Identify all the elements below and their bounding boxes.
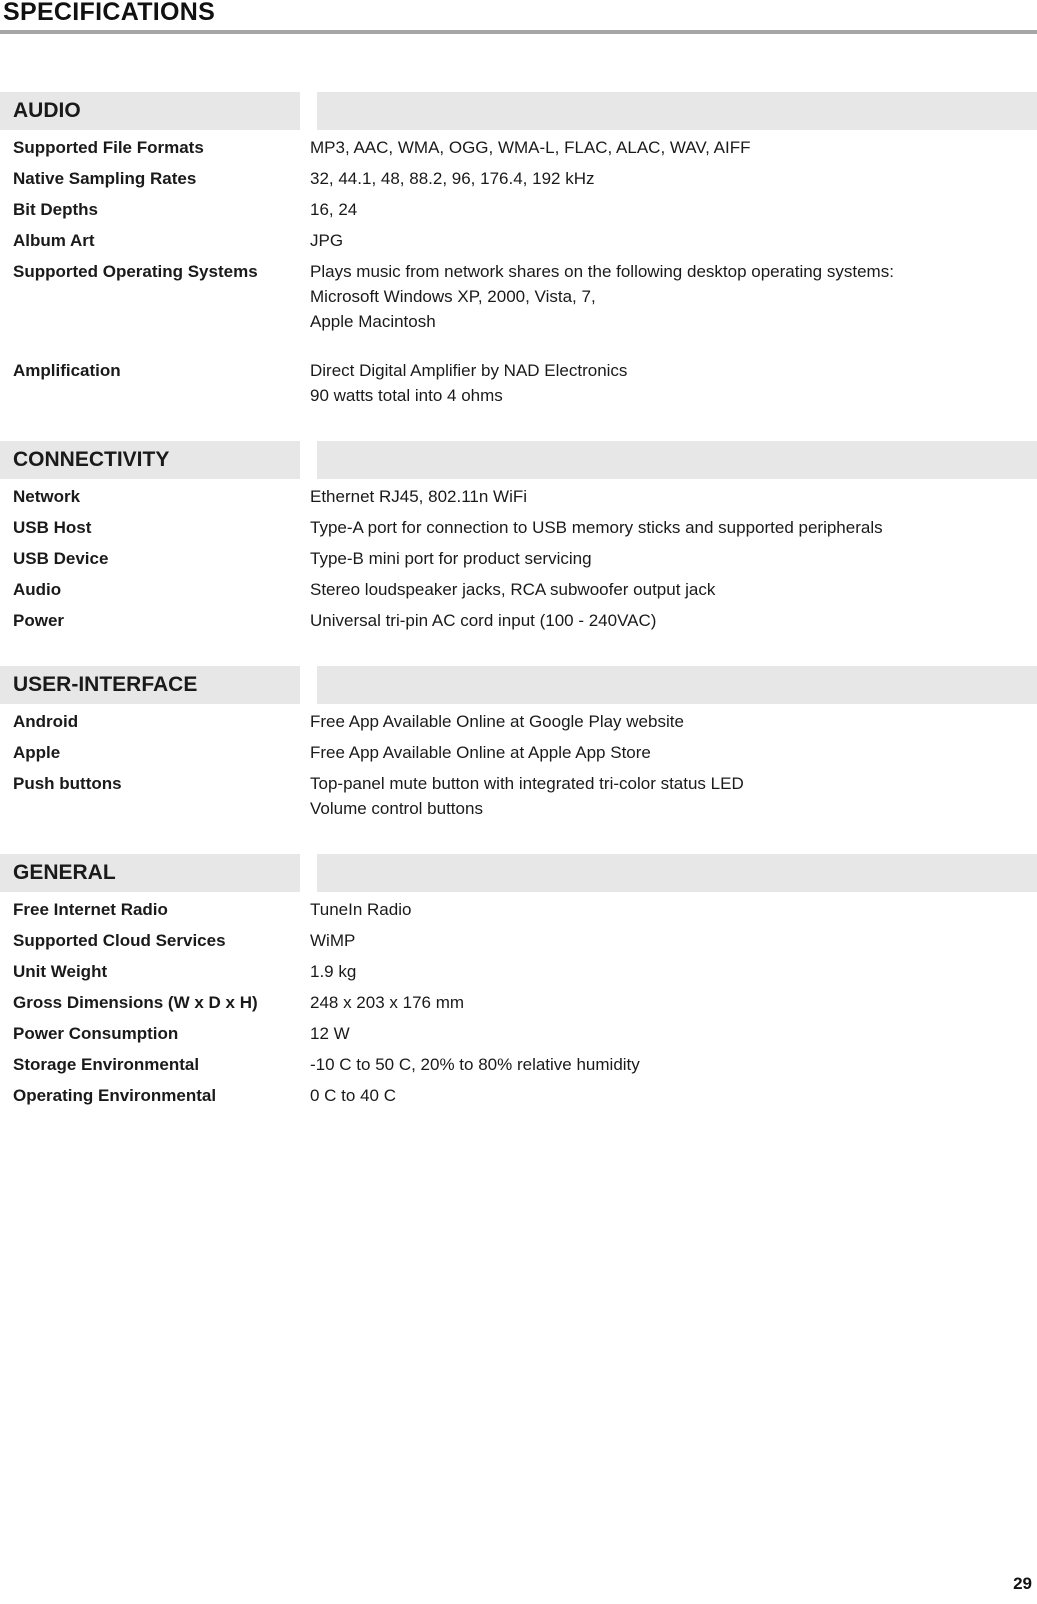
- spec-value-line: JPG: [310, 231, 344, 250]
- spec-value-line: Volume control buttons: [310, 799, 483, 818]
- spec-value-line: Universal tri-pin AC cord input (100 - 240VAC): [310, 611, 657, 630]
- spec-label: Supported File Formats: [13, 138, 204, 157]
- header-divider: [300, 441, 317, 479]
- spec-row: [0, 132, 1037, 163]
- spec-value: [310, 512, 1037, 543]
- spec-value-line: -10 C to 50 C, 20% to 80% relative humidity: [310, 1055, 640, 1074]
- spec-value: [310, 925, 1037, 956]
- spec-value-line: Plays music from network shares on the following desktop operating systems:: [310, 262, 894, 281]
- spec-value: [310, 605, 1037, 636]
- spec-row: [0, 956, 1037, 987]
- spec-value-line: Microsoft Windows XP, 2000, Vista, 7,: [310, 287, 596, 306]
- page-title: SPECIFICATIONS: [3, 0, 216, 26]
- spec-value: [310, 956, 1037, 987]
- spec-value: [310, 163, 1037, 194]
- spec-value: [310, 987, 1037, 1018]
- section-heading: AUDIO: [13, 99, 81, 122]
- spec-value: [310, 481, 1037, 512]
- spec-section-audio: [0, 92, 1037, 411]
- spec-row: [0, 194, 1037, 225]
- spec-label: Android: [13, 712, 79, 731]
- spec-label: Supported Cloud Services: [13, 931, 226, 950]
- spec-value-line: Type-B mini port for product servicing: [310, 549, 592, 568]
- spec-value-line: Direct Digital Amplifier by NAD Electronics: [310, 361, 628, 380]
- spec-value-line: 16, 24: [310, 200, 358, 219]
- spec-value-line: Ethernet RJ45, 802.11n WiFi: [310, 487, 528, 506]
- spec-section-connectivity: [0, 441, 1037, 636]
- header-divider: [300, 92, 317, 130]
- spec-value-line: Free App Available Online at Google Play website: [310, 712, 684, 731]
- spec-value-line: WiMP: [310, 931, 356, 950]
- spec-value-line: 248 x 203 x 176 mm: [310, 993, 465, 1012]
- spec-value-line: 90 watts total into 4 ohms: [310, 386, 503, 405]
- spec-value: [310, 543, 1037, 574]
- spec-value: [310, 894, 1037, 925]
- section-header: [0, 441, 1037, 479]
- spec-value-line: Stereo loudspeaker jacks, RCA subwoofer output jack: [310, 580, 716, 599]
- spec-label: Amplification: [13, 361, 121, 380]
- header-divider: [300, 854, 317, 892]
- section-header: [0, 854, 1037, 892]
- spec-row: [0, 512, 1037, 543]
- page-number: 29: [1013, 1574, 1032, 1593]
- spec-value-line: 1.9 kg: [310, 962, 357, 981]
- spec-row: [0, 1080, 1037, 1111]
- spec-rows: [0, 479, 1037, 636]
- spec-label: USB Host: [13, 518, 92, 537]
- spec-label: USB Device: [13, 549, 109, 568]
- spec-value-line: 0 C to 40 C: [310, 1086, 396, 1105]
- spec-label: Supported Operating Systems: [13, 262, 258, 281]
- spec-rows: [0, 704, 1037, 824]
- spec-value: [310, 1080, 1037, 1111]
- spec-value-line: 32, 44.1, 48, 88.2, 96, 176.4, 192 kHz: [310, 169, 595, 188]
- specifications-table: [0, 92, 1037, 1141]
- spec-label: Storage Environmental: [13, 1055, 200, 1074]
- spec-row: [0, 737, 1037, 768]
- spec-rows: [0, 892, 1037, 1111]
- spec-label: Apple: [13, 743, 61, 762]
- spec-row: [0, 1018, 1037, 1049]
- spec-section-user-interface: [0, 666, 1037, 824]
- spec-value: [310, 132, 1037, 163]
- spec-value: [310, 355, 1037, 411]
- header-divider: [300, 666, 317, 704]
- spec-row: [0, 987, 1037, 1018]
- spec-value: [310, 1049, 1037, 1080]
- spec-row: [0, 768, 1037, 824]
- spec-label: Power: [13, 611, 65, 630]
- spec-rows: [0, 130, 1037, 411]
- spec-row: [0, 706, 1037, 737]
- title-rule: [0, 30, 1037, 34]
- section-heading: GENERAL: [13, 861, 116, 884]
- section-heading: USER-INTERFACE: [13, 673, 198, 696]
- spec-label: Network: [13, 487, 81, 506]
- spec-value: [310, 194, 1037, 225]
- spec-value: [310, 768, 1037, 824]
- spec-label: Push buttons: [13, 774, 122, 793]
- spec-value-line: Free App Available Online at Apple App Store: [310, 743, 651, 762]
- spec-label: Unit Weight: [13, 962, 108, 981]
- spec-row: [0, 225, 1037, 256]
- spec-value: [310, 706, 1037, 737]
- spec-value: [310, 574, 1037, 605]
- spec-value-line: Top-panel mute button with integrated tri-color status LED: [310, 774, 744, 793]
- spec-label: Power Consumption: [13, 1024, 179, 1043]
- section-header: [0, 92, 1037, 130]
- spec-value: [310, 737, 1037, 768]
- spec-value-line: Apple Macintosh: [310, 312, 436, 331]
- spec-row: [0, 1049, 1037, 1080]
- spec-row: [0, 894, 1037, 925]
- spec-row: [0, 355, 1037, 411]
- spec-value: [310, 1018, 1037, 1049]
- spec-row: [0, 256, 1037, 337]
- spec-value-line: TuneIn Radio: [310, 900, 412, 919]
- spec-label: Operating Environmental: [13, 1086, 217, 1105]
- spec-value: [310, 256, 1037, 337]
- spec-row: [0, 163, 1037, 194]
- section-header: [0, 666, 1037, 704]
- spec-section-general: [0, 854, 1037, 1111]
- spec-row: [0, 543, 1037, 574]
- spec-label: Gross Dimensions (W x D x H): [13, 993, 258, 1012]
- spec-label: Free Internet Radio: [13, 900, 168, 919]
- spec-row: [0, 605, 1037, 636]
- section-heading: CONNECTIVITY: [13, 448, 170, 471]
- spec-label: Audio: [13, 580, 62, 599]
- spec-row: [0, 574, 1037, 605]
- spec-label: Native Sampling Rates: [13, 169, 197, 188]
- spec-value: [310, 225, 1037, 256]
- spec-label: Album Art: [13, 231, 95, 250]
- spec-value-line: Type-A port for connection to USB memory sticks and supported peripherals: [310, 518, 883, 537]
- spec-label: Bit Depths: [13, 200, 98, 219]
- spec-row: [0, 481, 1037, 512]
- spec-row: [0, 925, 1037, 956]
- spec-value-line: MP3, AAC, WMA, OGG, WMA-L, FLAC, ALAC, WAV, AIFF: [310, 138, 751, 157]
- spec-value-line: 12 W: [310, 1024, 350, 1043]
